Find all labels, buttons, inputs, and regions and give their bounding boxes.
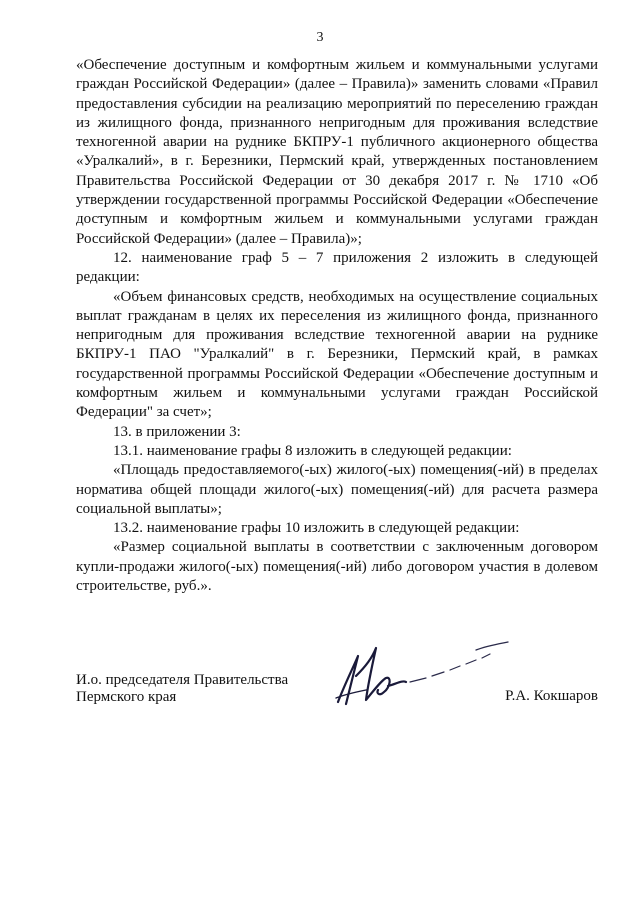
paragraph-quote-item-12: «Объем финансовых средств, необходимых на осуществление социальных выплат гражданам в целях их переселения из жилищного фонда, признанного непригодным для проживания вследствие техногенной аварии на руднике БКПРУ-1 ПАО "Уралкалий" в г. Березники, Пермский край, в рамках государственной программы Российской Федерации «Обеспечение доступным и комфортным жильем и коммунальными услугами граждан Российской Федерации" за счет»; [76,288,598,421]
paragraph-item-12: 12. наименование граф 5 – 7 приложения 2 изложить в следующей редакции: [76,249,598,286]
paragraph-quote-item-13-1: «Площадь предоставляемого(-ых) жилого(-ых) помещения(-ий) в пределах норматива общей площади жилого(-ых) помещения(-ий) для расчета размера социальной выплаты»; [76,462,598,517]
paragraph-item-13-2: 13.2. наименование графы 10 изложить в следующей редакции: [113,520,520,537]
signer-title-line2: Пермского края [76,689,177,705]
signer-title [76,672,336,706]
signature-block [76,672,598,732]
handwritten-signature [326,636,516,716]
paragraph-quote-item-13-2: «Размер социальной выплаты в соответствии с заключенным договором купли-продажи жилого(-ых) помещения(-ий) либо договором участия в долевом строительстве, руб.». [76,539,598,595]
signer-title-line1: И.о. председателя Правительства [76,672,289,688]
signer-name: Р.А. Кокшаров [505,688,598,704]
paragraph-item-13-1: 13.1. наименование графы 8 изложить в следующей редакции: [113,442,512,459]
paragraph-item-13: 13. в приложении 3: [113,423,241,440]
page-number: 3 [316,30,324,45]
document-body [76,56,598,596]
paragraph-continuation: «Обеспечение доступным и комфортным жильем и коммунальными услугами граждан Российской Федерации» (далее – Правила)» заменить словами «Правил предоставления субсидии на реализацию мероприятий по переселению граждан из жилищного фонда, признанного непригодным для проживания вследствие техногенной аварии на руднике БКПРУ-1 публичного акционерного общества «Уралкалий», в г. Березники, Пермский край, утвержденных постановлением Правительства Российской Федерации от 30 декабря 2017 г. № 1710 «Об утверждении государственной программы Российской Федерации «Обеспечение доступным и комфортным жильем и коммунальными услугами граждан Российской Федерации» (далее – Правила)»; [76,57,598,247]
